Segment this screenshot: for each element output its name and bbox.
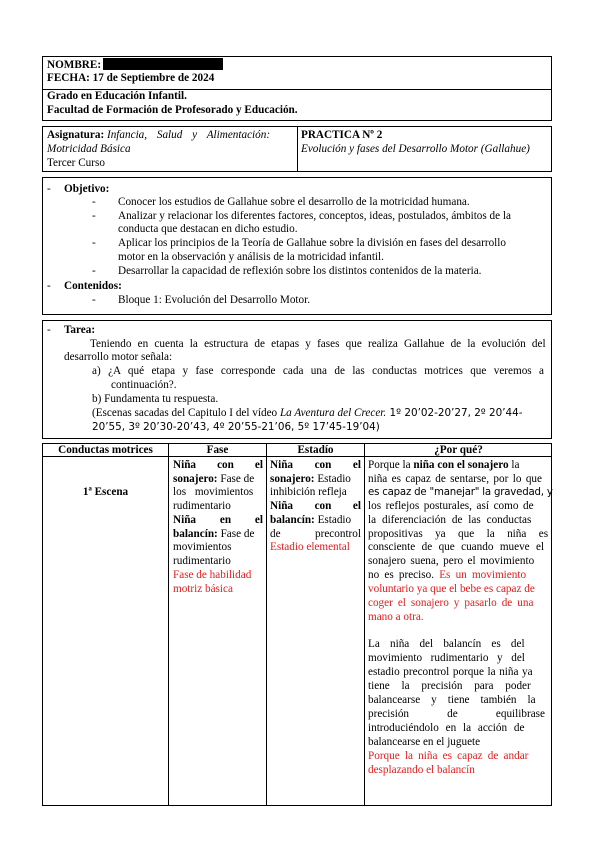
fase-b-line3: movimientos xyxy=(173,541,232,553)
fase-a-line2 xyxy=(173,473,254,486)
estadio-b-r2a: de xyxy=(270,528,281,540)
fase-a-line4: rudimentario xyxy=(173,500,231,512)
porque-p3-1: Porque la niña es capaz de andar xyxy=(368,750,529,762)
estadio-b-w3: el xyxy=(352,500,361,512)
redacted-name xyxy=(103,58,223,70)
estadio-b-line2 xyxy=(270,514,351,527)
estadio-b-line3 xyxy=(270,528,361,541)
porque-l8: sonajero suena, pero el movimiento xyxy=(368,555,535,567)
practica-title: PRACTICA Nº 2 xyxy=(301,129,383,141)
objetivo-label: Objetivo: xyxy=(64,183,110,195)
tarea-qb: b) Fundamenta tu respuesta. xyxy=(92,393,219,405)
tarea-qa-2: continuación?. xyxy=(111,379,177,391)
estadio-b-w4: balancín: xyxy=(270,514,315,526)
objetivo-dash: - xyxy=(47,183,51,195)
tarea-intro-1: Teniendo en cuenta la estructura de etapas y fases que realiza Gallahue de la evolución del xyxy=(90,338,546,350)
tarea-label: Tarea: xyxy=(64,324,96,336)
obj-dash-4: - xyxy=(92,265,96,277)
porque-p2-6b: de xyxy=(447,708,458,720)
fase-a-line3: los movimientos xyxy=(173,486,254,498)
escenas-prefix: (Escenas sacadas del Capitulo I del vídeo xyxy=(92,407,280,419)
estadio-b-r2b: precontrol xyxy=(315,528,361,540)
porque-l1b: niña con el sonajero xyxy=(413,459,509,471)
fase-a-w3: el xyxy=(254,459,263,471)
tarea-escenas-2: 20’55, 3º 20’30-20’43, 4º 20’55-21’06, 5º 17’45-19’04) xyxy=(92,421,380,433)
porque-l2: niña es capaz de sentarse, por lo que xyxy=(368,473,542,485)
estadio-b-r1: Estadio xyxy=(314,514,352,526)
estadio-b-w2: con xyxy=(314,500,332,512)
escenas-title: La Aventura del Crecer. xyxy=(279,407,387,419)
grado-line: Grado en Educación Infantil. xyxy=(47,90,187,102)
estadio-b-w1: Niña xyxy=(270,500,294,512)
porque-l1c: la xyxy=(508,459,520,471)
contenidos-dash: - xyxy=(47,280,51,292)
estadio-a-line2 xyxy=(270,473,351,486)
porque-p2-6c: equilibrase xyxy=(495,708,545,720)
fase-a-w4: sonajero: xyxy=(173,473,218,485)
objetivo-item-4: Desarrollar la capacidad de reflexión sobre los distintos contenidos de la materia. xyxy=(118,265,482,277)
th-estadio: Estadío xyxy=(297,444,334,456)
obj-dash-1: - xyxy=(92,196,96,208)
nombre-label: NOMBRE: xyxy=(47,59,102,71)
porque-p2-6a: precisión xyxy=(368,708,410,720)
asignatura-name-1: Infancia, Salud y Alimentación: xyxy=(106,129,271,141)
curso: Tercer Curso xyxy=(47,157,105,169)
objetivo-item-1: Conocer los estudios de Gallahue sobre el desarrollo de la motricidad humana. xyxy=(118,196,470,208)
contenidos-item-1: Bloque 1: Evolución del Desarrollo Motor. xyxy=(118,294,311,306)
estadio-a-w1: Niña xyxy=(270,459,294,471)
tarea-dash: - xyxy=(47,324,51,336)
asignatura-label: Asignatura: xyxy=(47,129,105,141)
estadio-a-head xyxy=(270,459,361,472)
porque-l1a: Porque la xyxy=(368,459,414,471)
estadio-a-w2: con xyxy=(314,459,332,471)
porque-p3-2: desplazando el balancín xyxy=(368,764,475,776)
estadio-note: Estadio elemental xyxy=(270,541,350,553)
porque-l3: es capaz de "manejar" la gravedad, y xyxy=(368,487,553,498)
th-fase: Fase xyxy=(206,444,229,456)
porque-l5: la diferenciación de las conductas xyxy=(368,514,532,526)
th-conductas: Conductas motrices xyxy=(58,444,153,456)
facultad-line: Facultad de Formación de Profesorado y Educación. xyxy=(47,104,298,116)
fase-b-w2: en xyxy=(219,514,232,526)
porque-l1 xyxy=(368,459,519,472)
fase-b-head xyxy=(173,514,263,527)
fase-b-w4: balancín: xyxy=(173,528,218,540)
estadio-a-line3: inhibición refleja xyxy=(270,486,347,498)
porque-l9a: no es preciso. xyxy=(368,569,440,581)
estadio-a-r1: Estadio xyxy=(314,473,351,485)
col-line-1 xyxy=(168,443,169,806)
porque-r1: voluntario ya que el bebe es capaz de xyxy=(368,583,535,595)
fase-b-w1: Niña xyxy=(173,514,197,526)
porque-p2-4: tiene la precisión para poder xyxy=(368,680,531,692)
porque-p2-8: balancearse en el juguete xyxy=(368,736,481,748)
porque-p2-7: introduciéndolo en la acción de xyxy=(368,722,525,734)
tarea-intro-2: desarrollo motor señala: xyxy=(64,351,173,363)
tarea-qa-1: a) ¿A qué etapa y fase corresponde cada una de las conductas motrices que veremos a xyxy=(92,365,545,377)
fase-note-1: Fase de habilidad xyxy=(173,569,252,581)
porque-l7: consciente de que cuando mueve el xyxy=(368,541,545,553)
escenas-times-1: 1º 20’02-20’27, 2º 20’44- xyxy=(386,407,523,419)
fecha-line: FECHA: 17 de Septiembre de 2024 xyxy=(47,72,215,84)
estadio-b-head xyxy=(270,500,361,513)
objetivo-item-3b: motor en la observación y análisis de la motricidad infantil. xyxy=(118,251,384,263)
fase-b-r1: Fase de xyxy=(217,528,255,540)
obj-dash-3: - xyxy=(92,237,96,249)
porque-p2-1: La niña del balancín es del xyxy=(368,638,525,650)
fase-a-w1: Niña xyxy=(173,459,197,471)
porque-p2-6 xyxy=(368,708,545,721)
asignatura-line1 xyxy=(47,129,295,142)
objetivo-item-3a: Aplicar los principios de la Teoría de Gallahue sobre la división en fases del desarrollo xyxy=(118,237,506,249)
fase-b-line2 xyxy=(173,528,254,541)
porque-p2-5: balancearse y tiene también la xyxy=(368,694,536,706)
porque-p2-2: movimiento rudimentario y del xyxy=(368,652,525,664)
row-label-escena-1: 1ª Escena xyxy=(82,486,129,498)
fase-b-w3: el xyxy=(254,514,263,526)
practica-subtitle: Evolución y fases del Desarrollo Motor (Gallahue) xyxy=(301,143,530,155)
tarea-escenas-1 xyxy=(92,407,523,420)
col-line-2 xyxy=(266,443,267,806)
fase-a-w2: con xyxy=(217,459,234,471)
cont-dash-1: - xyxy=(92,294,96,306)
contenidos-label: Contenidos: xyxy=(64,280,122,292)
objetivo-item-2a: Analizar y relacionar los diferentes factores, conceptos, ideas, postulados, ámbitos de la xyxy=(118,210,511,222)
obj-dash-2: - xyxy=(92,210,96,222)
porque-l9b: Es un movimiento xyxy=(439,569,527,581)
estadio-a-w4: sonajero: xyxy=(270,473,315,485)
porque-l4: los reflejos posturales, así como de xyxy=(368,500,534,512)
asignatura-name-2: Motricidad Básica xyxy=(47,143,131,155)
fase-note-2: motriz básica xyxy=(173,583,233,595)
objetivo-item-2b: conducta que destacan en dicho estudio. xyxy=(118,223,298,235)
estadio-a-w3: el xyxy=(352,459,361,471)
porque-r2: coger el sonajero y pasarlo de una xyxy=(368,597,534,609)
fase-b-line4: rudimentario xyxy=(173,555,231,567)
th-porque: ¿Por qué? xyxy=(434,444,483,456)
porque-l9 xyxy=(368,569,526,582)
fase-a-r1: Fase de xyxy=(217,473,255,485)
nombre-line xyxy=(47,58,223,72)
col-line-3 xyxy=(364,443,365,806)
fase-a-head xyxy=(173,459,263,472)
porque-r3: mano a otra. xyxy=(368,611,424,623)
porque-l6: propositivas ya que la niña es xyxy=(368,528,549,540)
porque-p2-3: estadio precontrol porque la niña ya xyxy=(368,666,533,678)
